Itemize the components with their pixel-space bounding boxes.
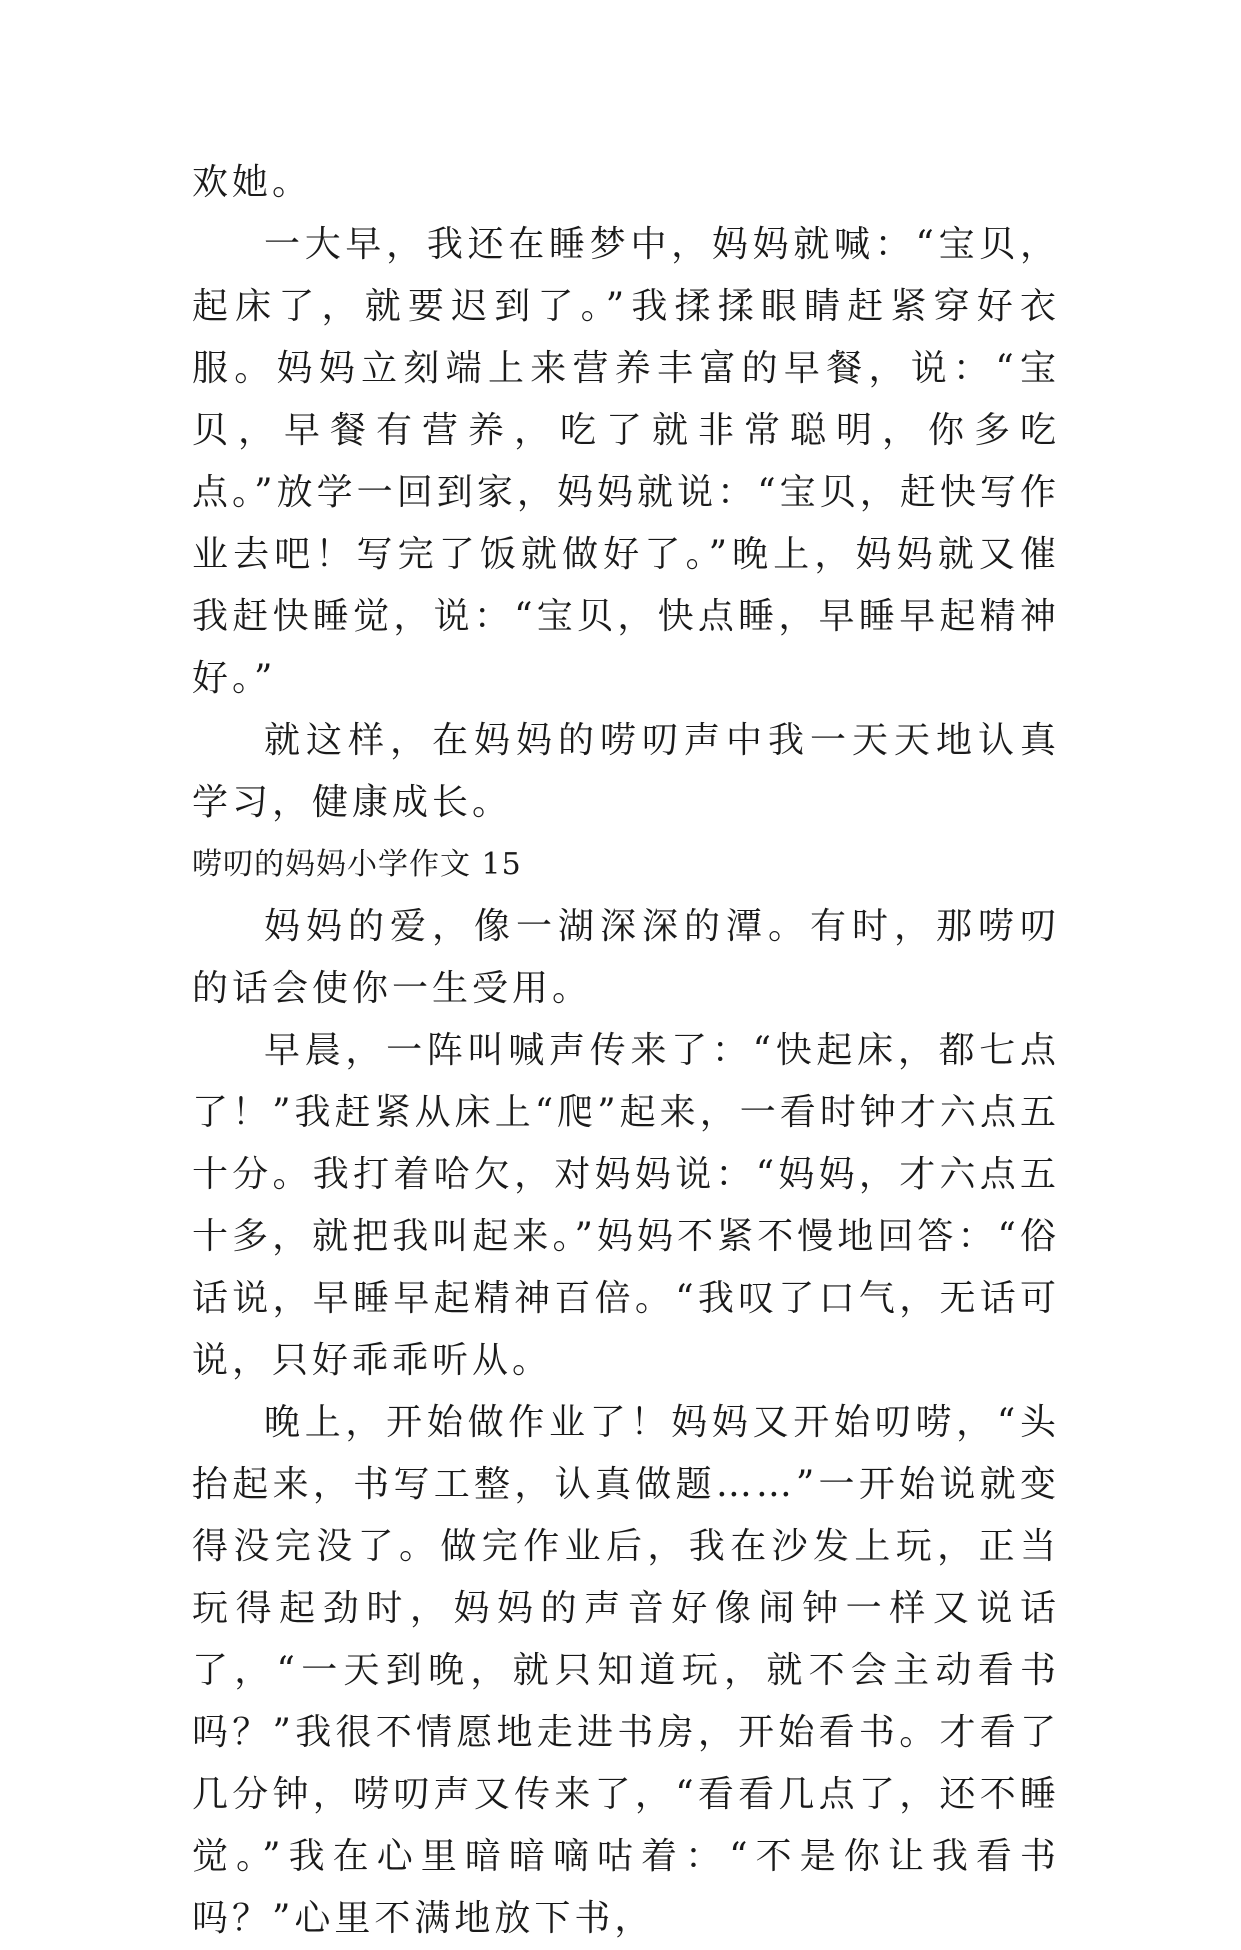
paragraph-intro: 妈妈的爱，像一湖深深的潭。有时，那唠叨的话会使你一生受用。 xyxy=(192,906,1060,1009)
document-body xyxy=(192,152,1060,1950)
essay-title: 唠叨的妈妈小学作文 15 xyxy=(192,847,522,882)
paragraph-morning-routine: 一大早，我还在睡梦中，妈妈就喊：“宝贝，起床了，就要迟到了。”我揉揉眼睛赶紧穿好衣服。妈妈立刻端上来营养丰富的早餐，说：“宝贝，早餐有营养，吃了就非常聪明，你多吃点。”放学一回到家，妈妈就说：“宝贝，赶快写作业去吧！写完了饭就做好了。”晚上，妈妈就又催我赶快睡觉，说：“宝贝，快点睡，早睡早起精神好。” xyxy=(192,224,1060,699)
paragraph-conclusion: 就这样，在妈妈的唠叨声中我一天天地认真学习，健康成长。 xyxy=(192,720,1060,823)
paragraph-morning: 早晨，一阵叫喊声传来了：“快起床，都七点了！”我赶紧从床上“爬”起来，一看时钟才六点五十分。我打着哈欠，对妈妈说：“妈妈，才六点五十多，就把我叫起来。”妈妈不紧不慢地回答：“俗话说，早睡早起精神百倍。“我叹了口气，无话可说，只好乖乖听从。 xyxy=(192,1030,1060,1381)
paragraph-continued: 欢她。 xyxy=(192,162,313,203)
paragraph-evening: 晚上，开始做作业了！妈妈又开始叨唠，“头抬起来，书写工整，认真做题……”一开始说就变得没完没了。做完作业后，我在沙发上玩，正当玩得起劲时，妈妈的声音好像闹钟一样又说话了，“一天到晚，就只知道玩，就不会主动看书吗？”我很不情愿地走进书房，开始看书。才看了几分钟，唠叨声又传来了，“看看几点了，还不睡觉。”我在心里暗暗嘀咕着：“不是你让我看书吗？”心里不满地放下书， xyxy=(192,1402,1060,1939)
